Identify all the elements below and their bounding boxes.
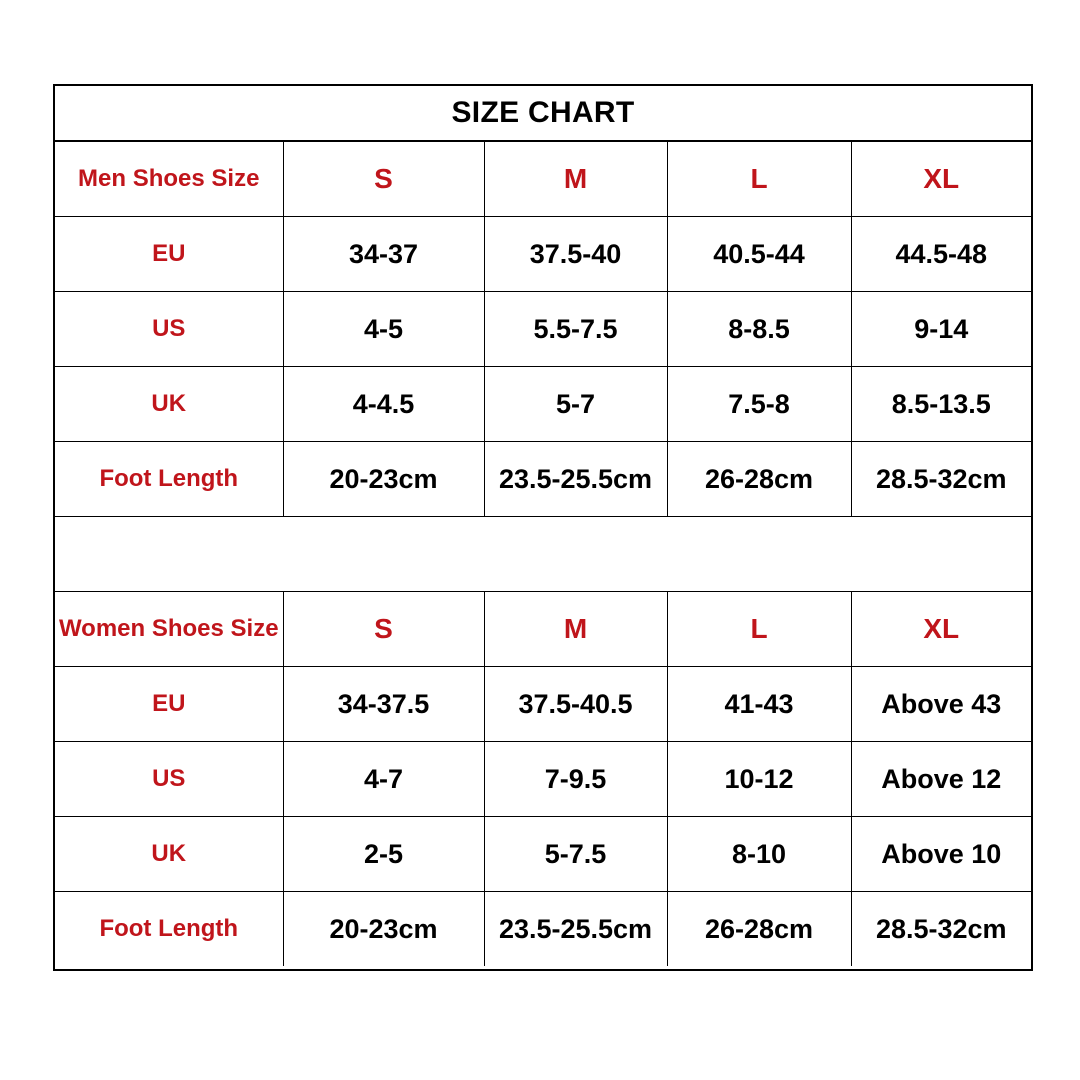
table-cell: Above 43	[851, 667, 1031, 742]
men-eu-row	[55, 217, 1031, 292]
row-label: Foot Length	[55, 442, 283, 517]
table-cell: 34-37.5	[283, 667, 484, 742]
row-label: EU	[55, 217, 283, 292]
men-size-s: S	[283, 142, 484, 217]
men-uk-row	[55, 367, 1031, 442]
table-cell: 2-5	[283, 817, 484, 892]
women-size-xl: XL	[851, 592, 1031, 667]
women-size-l: L	[667, 592, 851, 667]
table-cell: 4-5	[283, 292, 484, 367]
table-cell: 40.5-44	[667, 217, 851, 292]
table-cell: 34-37	[283, 217, 484, 292]
table-cell: 10-12	[667, 742, 851, 817]
table-cell: 37.5-40	[484, 217, 667, 292]
table-cell: 23.5-25.5cm	[484, 442, 667, 517]
women-eu-row	[55, 667, 1031, 742]
table-cell: Above 10	[851, 817, 1031, 892]
row-label: Foot Length	[55, 892, 283, 967]
women-size-m: M	[484, 592, 667, 667]
table-cell: 8-8.5	[667, 292, 851, 367]
table-cell: Above 12	[851, 742, 1031, 817]
table-cell: 9-14	[851, 292, 1031, 367]
table-cell: 7.5-8	[667, 367, 851, 442]
row-label: US	[55, 742, 283, 817]
table-cell: 7-9.5	[484, 742, 667, 817]
women-size-s: S	[283, 592, 484, 667]
women-us-row	[55, 742, 1031, 817]
row-label: EU	[55, 667, 283, 742]
row-label: UK	[55, 817, 283, 892]
table-cell: 8-10	[667, 817, 851, 892]
men-size-m: M	[484, 142, 667, 217]
table-cell: 8.5-13.5	[851, 367, 1031, 442]
women-foot-length-row	[55, 892, 1031, 967]
table-cell: 44.5-48	[851, 217, 1031, 292]
men-header-row	[55, 142, 1031, 217]
table-cell: 26-28cm	[667, 892, 851, 967]
table-cell: 5-7	[484, 367, 667, 442]
row-label: UK	[55, 367, 283, 442]
chart-title: SIZE CHART	[55, 86, 1031, 142]
section-spacer	[55, 517, 1031, 592]
table-cell: 41-43	[667, 667, 851, 742]
women-section-label: Women Shoes Size	[55, 592, 283, 667]
table-cell: 28.5-32cm	[851, 442, 1031, 517]
men-us-row	[55, 292, 1031, 367]
table-cell: 23.5-25.5cm	[484, 892, 667, 967]
table-cell: 5.5-7.5	[484, 292, 667, 367]
table-cell: 5-7.5	[484, 817, 667, 892]
table-cell: 20-23cm	[283, 442, 484, 517]
size-table	[55, 142, 1031, 966]
men-section-label: Men Shoes Size	[55, 142, 283, 217]
men-foot-length-row	[55, 442, 1031, 517]
size-chart	[53, 84, 1033, 971]
table-cell: 4-7	[283, 742, 484, 817]
table-cell: 4-4.5	[283, 367, 484, 442]
women-header-row	[55, 592, 1031, 667]
table-cell: 26-28cm	[667, 442, 851, 517]
table-cell: 37.5-40.5	[484, 667, 667, 742]
section-spacer-row	[55, 517, 1031, 592]
table-cell: 28.5-32cm	[851, 892, 1031, 967]
row-label: US	[55, 292, 283, 367]
women-uk-row	[55, 817, 1031, 892]
men-size-l: L	[667, 142, 851, 217]
table-cell: 20-23cm	[283, 892, 484, 967]
men-size-xl: XL	[851, 142, 1031, 217]
